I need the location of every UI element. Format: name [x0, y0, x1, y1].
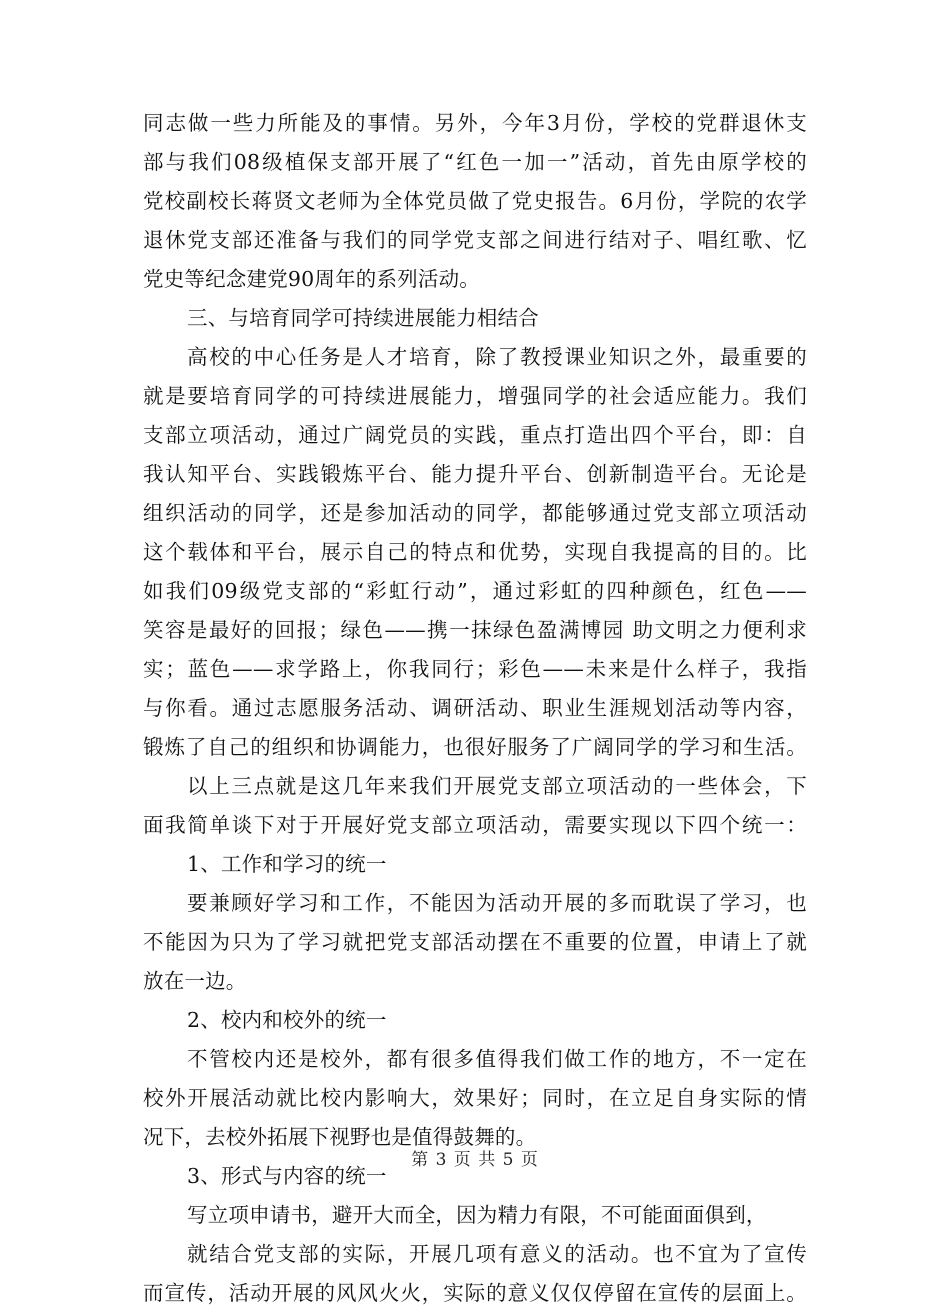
text-line: 而宣传，活动开展的风风火火，实际的意义仅仅停留在宣传的层面上。 [143, 1281, 807, 1305]
text-line: 我认知平台、实践锻炼平台、能力提升平台、创新制造平台。无论是 [143, 462, 807, 486]
text-line: 如我们09级党支部的“彩虹行动”，通过彩虹的四种颜色，红色—— [143, 579, 807, 603]
text-line: 校外开展活动就比校内影响大，效果好；同时，在立足自身实际的情 [143, 1086, 807, 1110]
document-body [143, 104, 807, 1313]
text-line: 写立项申请书，避开大而全，因为精力有限，不可能面面俱到， [187, 1203, 767, 1227]
text-line: 支部立项活动，通过广阔党员的实践，重点打造出四个平台，即：自 [143, 423, 807, 447]
text-line: 实；蓝色——求学路上，你我同行；彩色——未来是什么样子，我指 [143, 657, 807, 681]
text-line: 不能因为只为了学习就把党支部活动摆在不重要的位置，申请上了就 [143, 930, 807, 954]
text-line: 1、工作和学习的统一 [187, 852, 387, 876]
text-line: 要兼顾好学习和工作，不能因为活动开展的多而耽误了学习，也 [187, 891, 807, 915]
text-line: 高校的中心任务是人才培育，除了教授课业知识之外，最重要的 [187, 345, 807, 369]
text-line: 面我简单谈下对于开展好党支部立项活动，需要实现以下四个统一： [143, 813, 807, 837]
text-line: 就是要培育同学的可持续进展能力，增强同学的社会适应能力。我们 [143, 384, 807, 408]
text-line: 3、形式与内容的统一 [187, 1164, 387, 1188]
text-line: 放在一边。 [143, 969, 247, 993]
page-number-footer: 第 3 页 共 5 页 [411, 1150, 539, 1170]
text-line: 2、校内和校外的统一 [187, 1008, 387, 1032]
text-line: 锻炼了自己的组织和协调能力，也很好服务了广阔同学的学习和生活。 [143, 735, 807, 759]
text-line: 组织活动的同学，还是参加活动的同学，都能够通过党支部立项活动 [143, 501, 807, 525]
text-line: 就结合党支部的实际，开展几项有意义的活动。也不宜为了宣传 [187, 1242, 807, 1266]
text-line: 党史等纪念建党90周年的系列活动。 [143, 267, 480, 291]
text-line: 退休党支部还准备与我们的同学党支部之间进行结对子、唱红歌、忆 [143, 228, 807, 252]
text-line: 部与我们08级植保支部开展了“红色一加一”活动，首先由原学校的 [143, 150, 807, 174]
text-line: 党校副校长蒋贤文老师为全体党员做了党史报告。6月份，学院的农学 [143, 189, 807, 213]
text-line: 三、与培育同学可持续进展能力相结合 [187, 306, 539, 330]
text-line: 不管校内还是校外，都有很多值得我们做工作的地方，不一定在 [187, 1047, 807, 1071]
text-line: 与你看。通过志愿服务活动、调研活动、职业生涯规划活动等内容， [143, 696, 807, 720]
text-line: 同志做一些力所能及的事情。另外，今年3月份，学校的党群退休支 [143, 111, 807, 135]
text-line: 况下，去校外拓展下视野也是值得鼓舞的。 [143, 1125, 537, 1149]
text-line: 以上三点就是这几年来我们开展党支部立项活动的一些体会，下 [187, 774, 807, 798]
text-line: 这个载体和平台，展示自己的特点和优势，实现自我提高的目的。比 [143, 540, 807, 564]
text-line: 笑容是最好的回报；绿色——携一抹绿色盈满博园 助文明之力便利求 [143, 618, 807, 642]
